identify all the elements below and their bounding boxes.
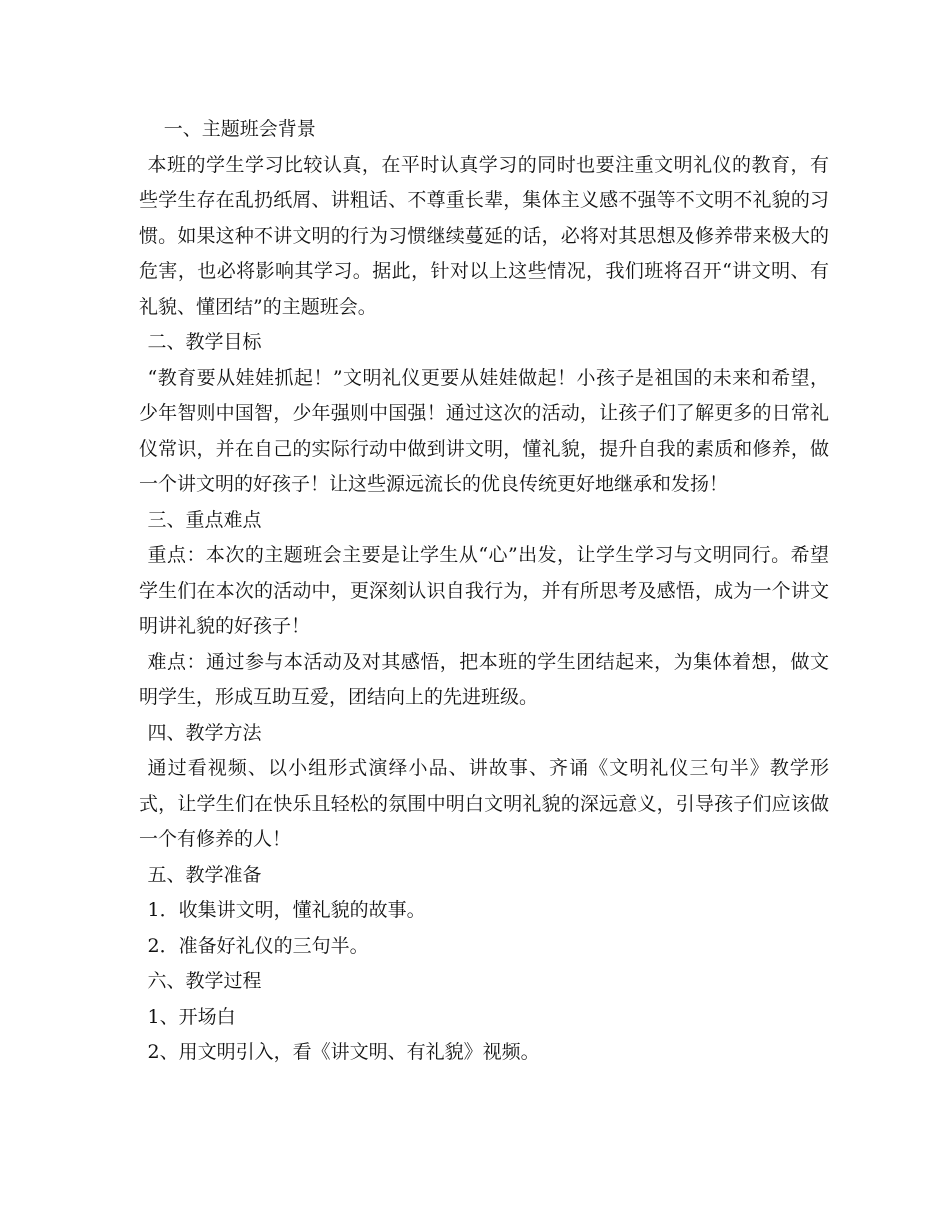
paragraph-background: 本班的学生学习比较认真，在平时认真学习的同时也要注重文明礼仪的教育，有些学生存在乱扔纸屑、讲粗话、不尊重长辈，集体主义感不强等不文明不礼貌的习惯。如果这种不讲文明的行为习惯继续蔓延的话，必将对其思想及修养带来极大的危害，也必将影响其学习。据此，针对以上这些情况，我们班将召开“讲文明、有礼貌、懂团结”的主题班会。 xyxy=(139,153,829,318)
list-item-preparation-1: 1．收集讲文明，懂礼貌的故事。 xyxy=(147,899,426,921)
section-heading-preparation: 五、教学准备 xyxy=(147,863,262,886)
section-heading-background: 一、主题班会背景 xyxy=(163,118,316,140)
list-item-preparation-2: 2．准备好礼仪的三句半。 xyxy=(147,934,369,957)
paragraph-methods: 通过看视频、以小组形式演绎小品、讲故事、齐诵《文明礼仪三句半》教学形式，让学生们在快乐且轻松的氛围中明白文明礼貌的深远意义，引导孩子们应该做一个有修养的人！ xyxy=(139,757,829,850)
paragraph-key-point: 重点：本次的主题班会主要是让学生从“心”出发，让学生学习与文明同行。希望学生们在本次的活动中，更深刻认识自我行为，并有所思考及感悟，成为一个讲文明讲礼貌的好孩子！ xyxy=(139,544,829,637)
section-heading-goals: 二、教学目标 xyxy=(147,331,262,353)
section-heading-key-points: 三、重点难点 xyxy=(147,508,262,531)
document-body xyxy=(139,112,829,1071)
paragraph-goals: “教育要从娃娃抓起！”文明礼仪更要从娃娃做起！小孩子是祖国的未来和希望，少年智则中国智，少年强则中国强！通过这次的活动，让孩子们了解更多的日常礼仪常识，并在自己的实际行动中做到讲文明，懂礼貌，提升自我的素质和修养，做一个讲文明的好孩子！让这些源远流长的优良传统更好地继承和发扬！ xyxy=(139,366,829,495)
list-item-process-1: 1、开场白 xyxy=(147,1005,236,1028)
section-heading-methods: 四、教学方法 xyxy=(147,721,262,744)
paragraph-difficulty: 难点：通过参与本活动及对其感悟，把本班的学生团结起来，为集体着想，做文明学生，形成互助互爱，团结向上的先进班级。 xyxy=(139,650,829,708)
list-item-process-2: 2、用文明引入，看《讲文明、有礼貌》视频。 xyxy=(147,1041,540,1063)
section-heading-process: 六、教学过程 xyxy=(147,970,262,992)
